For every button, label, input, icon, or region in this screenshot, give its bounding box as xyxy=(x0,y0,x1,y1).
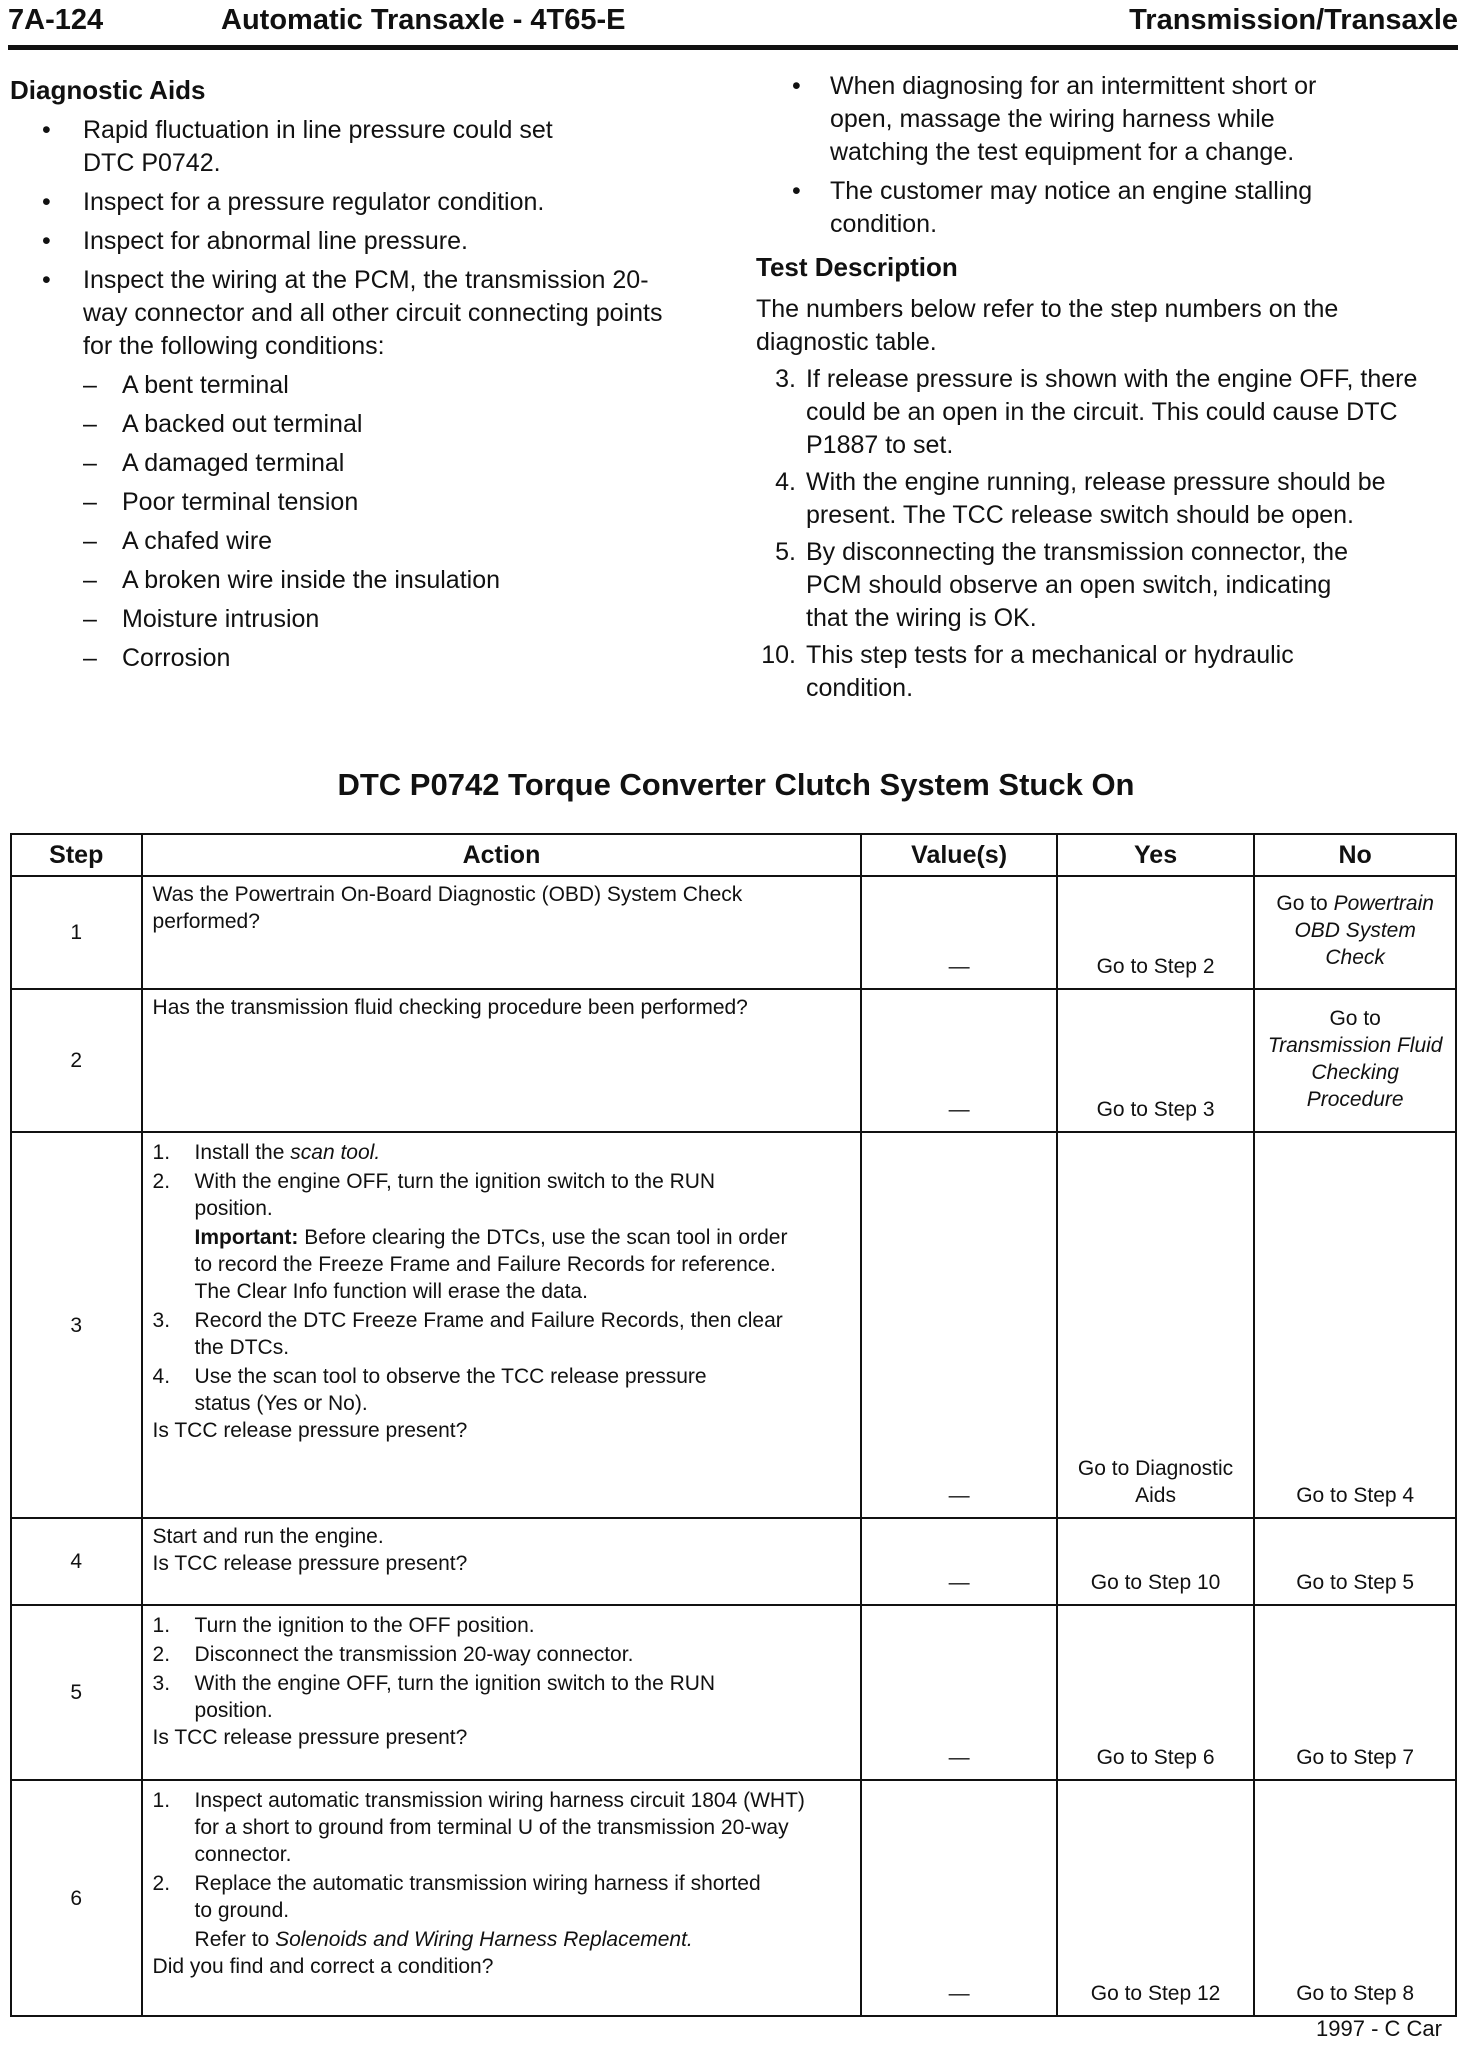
header-action: Action xyxy=(142,834,862,876)
yes-cell: Go to Step 10 xyxy=(1057,1518,1255,1605)
yes-cell: Go to Step 12 xyxy=(1057,1780,1255,2016)
test-item: This step tests for a mechanical or hydraulic condition. xyxy=(806,641,1294,702)
step-cell: 6 xyxy=(11,1780,142,2016)
section-title: Transmission/Transaxle xyxy=(1129,4,1458,36)
test-description-intro: The numbers below refer to the step numbers on the diagnostic table. xyxy=(756,295,1339,356)
item-number: 10. xyxy=(761,641,796,669)
value-cell: — xyxy=(861,1132,1056,1518)
value-cell: — xyxy=(861,989,1056,1132)
substep-italic: scan tool. xyxy=(290,1141,381,1164)
header-no: No xyxy=(1254,834,1456,876)
table-row xyxy=(11,1605,1456,1780)
no-text: Go to xyxy=(1329,1006,1381,1030)
step-cell: 5 xyxy=(11,1605,142,1780)
test-item: With the engine running, release pressure should be present. The TCC release switch should be open. xyxy=(806,468,1386,529)
condition: Moisture intrusion xyxy=(122,605,320,633)
action-cell xyxy=(142,1518,862,1605)
page-number: 7A-124 xyxy=(8,4,104,36)
action-cell: 1. Install the scan tool. 2. With the engine OFF, turn the ignition switch to the RUN position. Important: Before clearing the DTCs, use the scan tool in order to record the Freeze Frame and Failure Records for reference. The Clear Info function will erase the data. 3. Record the DTC Freeze Frame and Failure Records, then clear the DTCs. 4. Use the scan tool to observe the TCC release pressure status (Yes or No). Is TCC release pressure present? xyxy=(142,1132,862,1518)
no-cell xyxy=(1254,876,1456,989)
header-step: Step xyxy=(11,834,142,876)
action-cell: Was the Powertrain On-Board Diagnostic (OBD) System Check performed? xyxy=(142,876,862,989)
substep: With the engine OFF, turn the ignition switch to the RUN position. xyxy=(194,1672,716,1722)
no-cell: Go to Step 4 xyxy=(1254,1132,1456,1518)
bullet: The customer may notice an engine stalling condition. xyxy=(830,177,1313,238)
value-cell: — xyxy=(861,1518,1056,1605)
diagnostic-table xyxy=(10,833,1457,2017)
value-cell: — xyxy=(861,1780,1056,2016)
item-number: 4. xyxy=(775,468,796,496)
diagnostic-aids-heading: Diagnostic Aids xyxy=(10,75,206,105)
table-title: DTC P0742 Torque Converter Clutch System Stuck On xyxy=(337,767,1135,802)
reference-link: Solenoids and Wiring Harness Replacement. xyxy=(275,1928,693,1951)
bullet: Rapid fluctuation in line pressure could set DTC P0742. xyxy=(83,116,553,177)
item-number: 3. xyxy=(775,365,796,393)
value-cell: — xyxy=(861,876,1056,989)
no-reference: Powertrain OBD System Check xyxy=(1294,892,1434,969)
question: Is TCC release pressure present? xyxy=(152,1552,468,1575)
bullet: Inspect for a pressure regulator condition. xyxy=(83,188,545,216)
test-item: By disconnecting the transmission connector, the PCM should observe an open switch, indicating that the wiring is OK. xyxy=(806,538,1348,632)
diagnostic-aids: Diagnostic Aids • Rapid fluctuation in line pressure could set DTC P0742. • Inspect for a pressure regulator condition. • Inspect for abnormal line pressure. • Inspect the wiring at the PCM, the transmission 20-way connector and all other circuit connecting points for the following conditions: – A bent terminal – A backed out terminal – A damaged terminal – Poor terminal tension – A chafed wire – A broken wire inside the insulation – Moisture intrusion – Corrosion xyxy=(10,72,690,675)
yes-cell: Go to Step 2 xyxy=(1057,876,1255,989)
condition: Poor terminal tension xyxy=(122,488,359,516)
bullet: When diagnosing for an intermittent short or open, massage the wiring harness while watching the test equipment for a change. xyxy=(830,72,1317,166)
bullet: Inspect for abnormal line pressure. xyxy=(83,227,468,255)
no-cell: Go to Step 5 xyxy=(1254,1518,1456,1605)
table-row xyxy=(11,1518,1456,1605)
no-cell xyxy=(1254,989,1456,1132)
item-number: 5. xyxy=(775,538,796,566)
step-cell: 4 xyxy=(11,1518,142,1605)
bullet: Inspect the wiring at the PCM, the transmission 20-way connector and all other circuit connecting points for the following conditions: xyxy=(83,266,663,360)
substep: With the engine OFF, turn the ignition switch to the RUN position. xyxy=(194,1170,716,1220)
substep: Replace the automatic transmission wiring harness if shorted to ground. xyxy=(194,1872,761,1922)
condition: A broken wire inside the insulation xyxy=(122,566,501,594)
no-reference: Transmission Fluid Checking Procedure xyxy=(1267,1033,1443,1111)
action-cell: 1. Turn the ignition to the OFF position. 2. Disconnect the transmission 20-way connector. 3. With the engine OFF, turn the ignition switch to the RUN position. Is TCC release pressure present? xyxy=(142,1605,862,1780)
reference-text: Refer to xyxy=(194,1928,276,1951)
condition: Corrosion xyxy=(122,644,231,672)
table-row xyxy=(11,1780,1456,2016)
yes-cell: Go to Step 3 xyxy=(1057,989,1255,1132)
important-note: Before clearing the DTCs, use the scan tool in order to record the Freeze Frame and Failure Records for reference. The Clear Info function will erase the data. xyxy=(194,1226,788,1303)
header-values: Value(s) xyxy=(861,834,1056,876)
substep: Install the xyxy=(194,1141,291,1164)
yes-cell: Go to Diagnostic Aids xyxy=(1057,1132,1255,1518)
substep: Record the DTC Freeze Frame and Failure Records, then clear the DTCs. xyxy=(194,1309,783,1359)
action-cell: 1. Inspect automatic transmission wiring harness circuit 1804 (WHT) for a short to ground from terminal U of the transmission 20-way connector. 2. Replace the automatic transmission wiring harness if shorted to ground. Refer to Solenoids and Wiring Harness Replacement. Did you find and correct a condition? xyxy=(142,1780,862,2016)
test-item: If release pressure is shown with the engine OFF, there could be an open in the circuit. This could cause DTC P1887 to set. xyxy=(806,365,1418,459)
yes-cell: Go to Step 6 xyxy=(1057,1605,1255,1780)
step-cell: 3 xyxy=(11,1132,142,1518)
value-cell: — xyxy=(861,1605,1056,1780)
footer: 1997 - C Car xyxy=(1316,2016,1442,2041)
question: Is TCC release pressure present? xyxy=(152,1726,468,1749)
right-column: • When diagnosing for an intermittent short or open, massage the wiring harness while watching the test equipment for a change. • The customer may notice an engine stalling condition. Test Description The numbers below refer to the step numbers on the diagnostic table. 3. If release pressure is shown with the engine OFF, there could be an open in the circuit. This could cause DTC P1887 to set. 4. With the engine running, release pressure should be present. The TCC release switch should be open. 5. By disconnecting the transmission connector, the PCM should observe an open switch, indicating that the wiring is OK. 10. This step tests for a mechanical or hydraulic condition. xyxy=(756,70,1456,705)
step-cell: 1 xyxy=(11,876,142,989)
table-row xyxy=(11,876,1456,989)
question: Did you find and correct a condition? xyxy=(152,1955,494,1978)
condition: A chafed wire xyxy=(122,527,273,555)
no-cell: Go to Step 7 xyxy=(1254,1605,1456,1780)
table-row xyxy=(11,989,1456,1132)
action-text: Start and run the engine. xyxy=(152,1525,384,1548)
question: Is TCC release pressure present? xyxy=(152,1419,468,1442)
header-yes: Yes xyxy=(1057,834,1255,876)
substep: Disconnect the transmission 20-way connector. xyxy=(194,1643,634,1666)
condition: A damaged terminal xyxy=(122,449,345,477)
test-description-heading: Test Description xyxy=(756,252,958,282)
page-header xyxy=(8,0,1458,50)
no-cell: Go to Step 8 xyxy=(1254,1780,1456,2016)
table-row xyxy=(11,1132,1456,1518)
action-cell: Has the transmission fluid checking procedure been performed? xyxy=(142,989,862,1132)
condition: A backed out terminal xyxy=(122,410,363,438)
substep: Use the scan tool to observe the TCC release pressure status (Yes or No). xyxy=(194,1365,707,1415)
step-cell: 2 xyxy=(11,989,142,1132)
no-text: Go to xyxy=(1276,892,1334,915)
table-header xyxy=(11,834,1456,876)
condition: A bent terminal xyxy=(122,371,289,399)
chapter-title: Automatic Transaxle - 4T65-E xyxy=(221,4,626,36)
important-label: Important: xyxy=(194,1226,299,1249)
substep: Inspect automatic transmission wiring harness circuit 1804 (WHT) for a short to ground from terminal U of the transmission 20-way connector. xyxy=(194,1789,805,1866)
substep: Turn the ignition to the OFF position. xyxy=(194,1614,535,1637)
